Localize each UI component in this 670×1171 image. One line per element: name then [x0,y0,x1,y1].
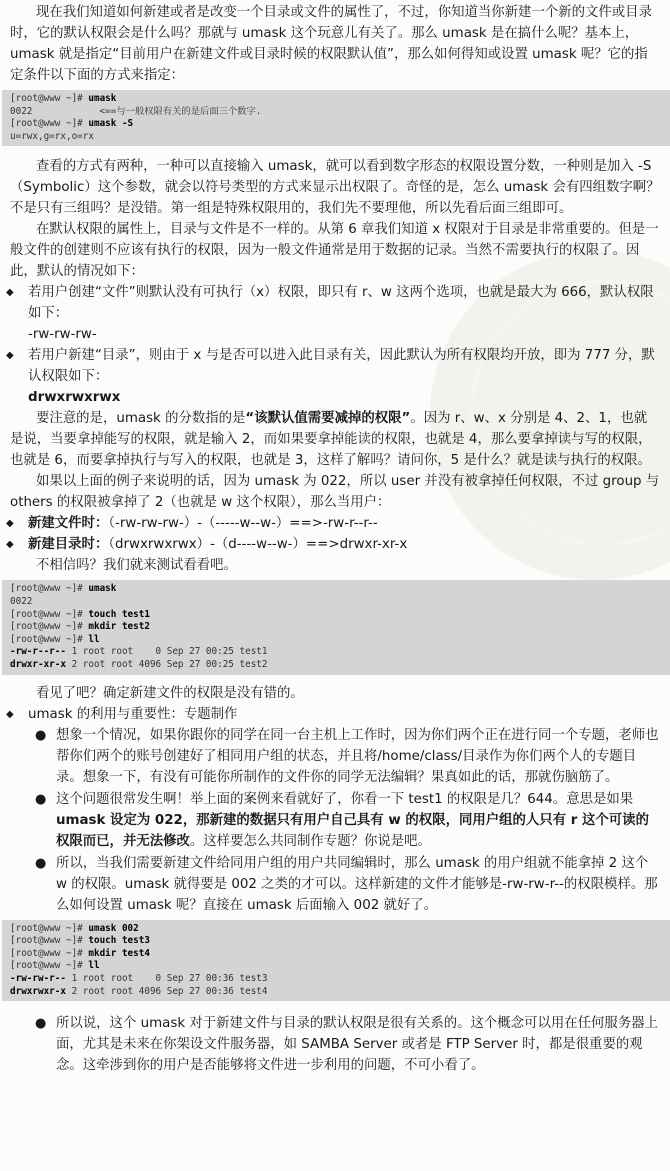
bullet-file-default: ◆ 若用户创建“文件”则默认没有可执行（x）权限，即只有 r、w 这两个选项，也就是最大为 666，默认权限如下： [6,285,654,322]
bullet-dir-default: ◆ 若用户新建“目录”，则由于 x 与是否可以进入此目录有关，因此默认为所有权限均开放，即为 777 分，默认权限如下： [6,348,655,385]
paragraph-example: 如果以上面的例子来说明的话，因为 umask 为 022，所以 user 并没有被拿掉任何权限，不过 group 与 others 的权限被拿掉了 2（也就是 w 这个权限），那么当用户： [10,474,660,511]
paragraph-test: 不相信吗？我们就来测试看看吧。 [36,558,237,574]
terminal-block-1: [root@www ~]# umask 0022 <==与一般权限有关的是后面三个数字. [root@www ~]# umask -S u=rwx,g=rx,o=rx [2,90,670,146]
paragraph-confirm: 看见了吧？确定新建文件的权限是没有错的。 [36,685,304,701]
terminal-block-2: [root@www ~]# umask 0022 [root@www ~]# touch test1 [root@www ~]# mkdir test2 [root@www ~]# ll -rw-r--r-- 1 root root 0 Sep 27 00:25 test1 drwxr-xr-x 2 root root 4096 Sep 27 00:25 test2 [2,580,670,674]
paragraph-default-permissions: 在默认权限的属性上，目录与文件是不一样的。从第 6 章我们知道 x 权限对于目录是非常重要的。但是一般文件的创建则不应该有执行的权限，因为一般文件通常是用于数据的记录。当然不需要执行的权限了。因此，默认的情况如下： [10,222,659,280]
sub-bullet-solution: ● 所以，当我们需要新建文件给同用户组的用户共同编辑时，那么 umask 的用户组就不能拿掉 2 这个 w 的权限。umask 就得要是 002 之类的才可以。这样新建的文件才能够是-rw-rw-r--的权限模样。那么如何设置 umask 呢？直接在 umask 后面输入 002 就好了。 [35,855,658,913]
sub-bullet-scenario: ● 想象一个情况，如果你跟你的同学在同一台主机上工作时，因为你们两个正在进行同一个专题，老师也帮你们两个的账号创建好了相同用户组的状态，并且将/home/class/目录作为你们两个人的专题目录。想象一下，有没有可能你所制作的文件你的同学无法编辑？果真如此的话，那就伤脑筋了。 [35,727,659,785]
file-default-perm: -rw-rw-rw- [28,327,97,343]
bullet-new-file: ◆ 新建文件时：（-rw-rw-rw-）-（-----w--w-）==>-rw-r--r-- [6,516,378,532]
bullet-new-dir: ◆ 新建目录时：（drwxrwxrwx）-（d----w--w-）==>drwxr-xr-x [6,537,408,553]
bullet-umask-topic: ◆ umask 的利用与重要性：专题制作 [6,706,238,722]
sub-bullet-problem: ● 这个问题很常发生啊！举上面的案例来看就好了，你看一下 test1 的权限是几？644。意思是如果 umask 设定为 022，那新建的数据只有用户自己具有 w 的权限，同用户组的人只有 r 这个可读的权限而已，并无法修改。这样要怎么共同制作专题？你说是吧。 [35,791,649,849]
paragraph-umask-meaning: 要注意的是，umask 的分数指的是“该默认值需要减掉的权限”。因为 r、w、x 分别是 4、2、1，也就是说，当要拿掉能写的权限，就是输入 2，而如果要拿掉能读的权限，也就是 4，那么要拿掉读与写的权限，也就是 6，而要拿掉执行与写入的权限，也就是 3，这样了解吗？请问你，5 是什么？就是读与执行的权限。 [10,411,652,469]
sub-bullet-conclusion: ● 所以说，这个 umask 对于新建文件与目录的默认权限是很有关系的。这个概念可以用在任何服务器上面，尤其是未来在你架设文件服务器，如 SAMBA Server 或者是 FTP Server 时，都是很重要的观念。这牵涉到你的用户是否能够将文件进一步利用的问题，不可小看了。 [35,1016,658,1074]
dir-default-perm: drwxrwxrwx [28,390,121,406]
paragraph-view-methods: 查看的方式有两种，一种可以直接输入 umask，就可以看到数字形态的权限设置分数，一种则是加入 -S（Symbolic）这个参数，就会以符号类型的方式来显示出权限了。奇怪的是，怎么 umask 会有四组数字啊？不是只有三组吗？是没错。第一组是特殊权限用的，我们先不要理他，所以先看后面三组即可。 [10,159,660,217]
intro-paragraph: 现在我们知道如何新建或者是改变一个目录或文件的属性了，不过，你知道当你新建一个新的文件或目录时，它的默认权限会是什么吗？那就与 umask 这个玩意儿有关了。那么 umask 是在搞什么呢？基本上，umask 就是指定“目前用户在新建文件或目录时候的权限默认值”，那么如何得知或设置 umask 呢？它的指定条件以下面的方式来指定： [10,5,652,83]
terminal-block-3: [root@www ~]# umask 002 [root@www ~]# touch test3 [root@www ~]# mkdir test4 [root@www ~]# ll -rw-rw-r-- 1 root root 0 Sep 27 00:36 test3 drwxrwxr-x 2 root root 4096 Sep 27 00:36 test4 [2,920,670,1002]
